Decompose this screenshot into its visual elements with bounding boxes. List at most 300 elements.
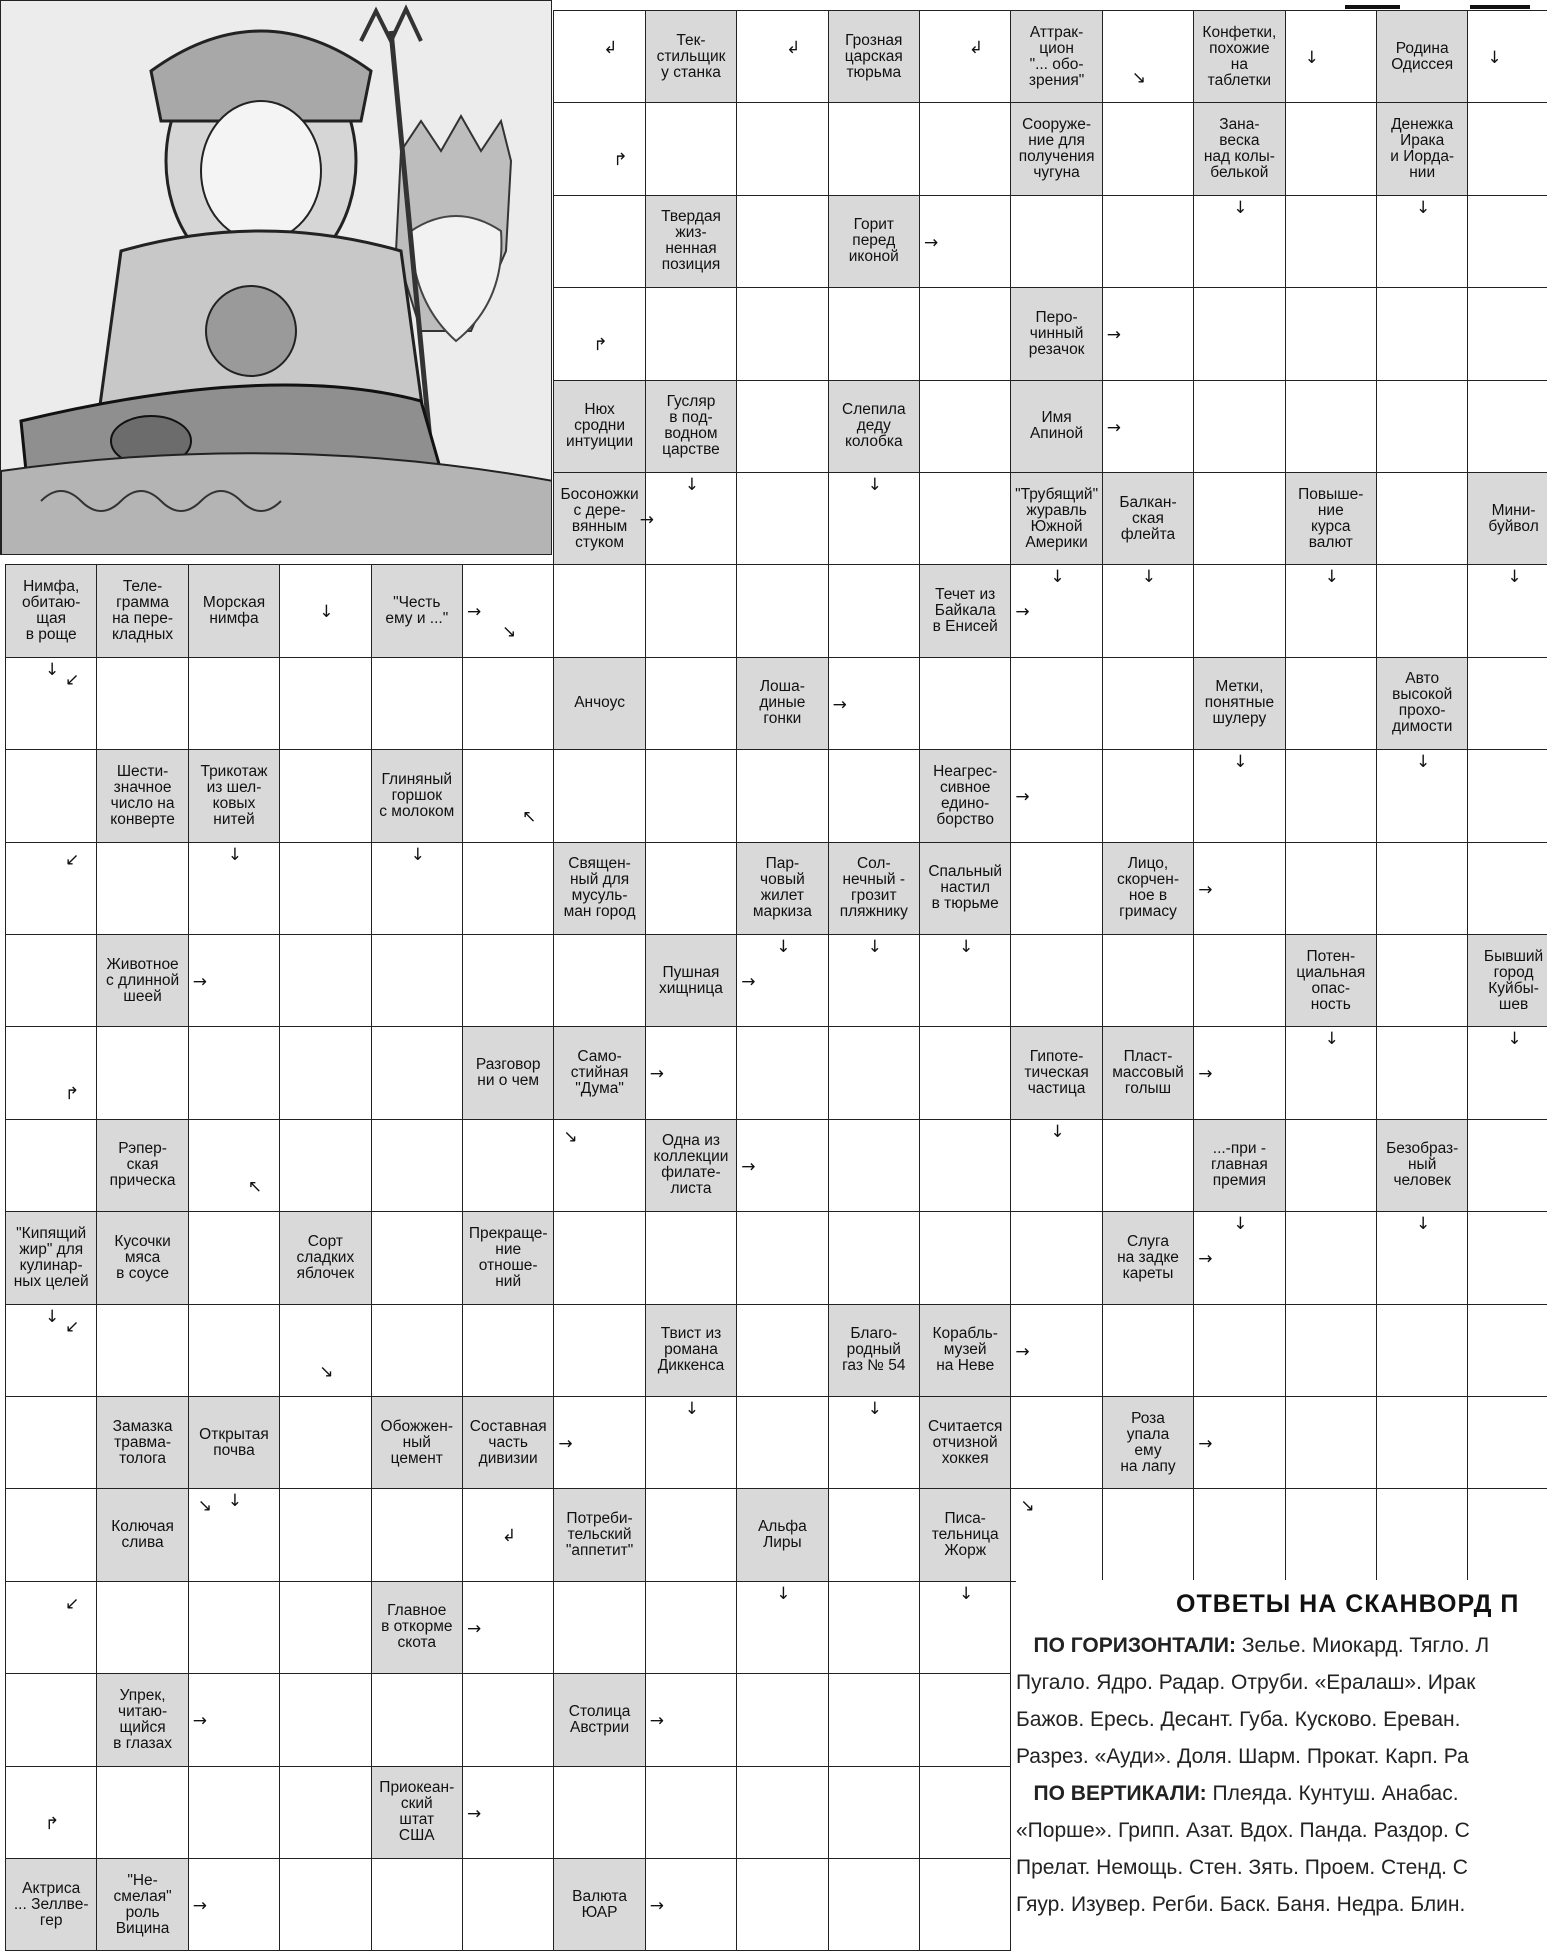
answer-cell[interactable] [919,102,1011,195]
clue-text: Мини- буйвол [1488,501,1539,535]
answer-cell[interactable] [371,1488,463,1581]
answer-cell[interactable] [279,1488,371,1581]
answer-cell[interactable] [188,1026,280,1119]
answer-cell[interactable] [1467,1304,1547,1397]
answer-cell[interactable] [1193,287,1285,380]
answer-cell[interactable] [462,1119,554,1212]
clue-cell [1376,10,1468,103]
answer-cell[interactable] [553,1766,645,1859]
answer-cell[interactable] [1193,472,1285,565]
clue-arrow-icon: ↓ [1416,752,1431,773]
clue-cell [553,657,645,750]
answer-cell[interactable] [371,1858,463,1951]
clue-text: Неагрес- сивное едино- борство [933,762,998,828]
answer-cell[interactable] [1102,1304,1194,1397]
answer-cell[interactable] [736,10,828,103]
answer-cell[interactable] [1376,380,1468,473]
clue-text: Главное в откорме скота [381,1602,453,1652]
answer-cell[interactable] [462,749,554,842]
answer-cell[interactable] [1467,1488,1547,1581]
answer-cell[interactable] [1376,1304,1468,1397]
clue-cell [371,564,463,657]
answer-cell[interactable] [1467,749,1547,842]
clue-text: Роза упала ему на лапу [1120,1409,1176,1475]
answer-cell[interactable] [828,1858,920,1951]
answer-cell[interactable] [1010,1396,1102,1489]
answer-cell[interactable] [1102,1119,1194,1212]
answer-cell[interactable] [5,1581,97,1674]
clue-arrow-icon: ↙ [65,669,80,690]
answer-cell[interactable] [919,10,1011,103]
clue-arrow-icon: → [1198,1434,1213,1454]
clue-arrow-icon: → [1015,602,1030,623]
clue-text: Приокеан- ский штат США [379,1779,455,1845]
answer-cell[interactable] [188,1304,280,1397]
clue-text: Разговор ни о чем [475,1056,541,1090]
answer-cell[interactable] [1467,657,1547,750]
clue-arrow-icon: ↓ [319,602,334,623]
clue-text: Течет из Байкала в Енисей [932,586,998,636]
horizontal-text-1: Зелье. Миокард. Тягло. Л [1241,1634,1490,1657]
answer-cell[interactable] [645,749,737,842]
answer-cell[interactable] [645,287,737,380]
answer-cell[interactable] [553,564,645,657]
clue-arrow-icon: ↓ [227,1491,243,1512]
answer-cell[interactable] [5,842,97,935]
answer-cell[interactable] [645,842,737,935]
clue-arrow-icon: ↘ [1020,1496,1035,1517]
clue-cell [1102,1211,1194,1304]
answer-cell[interactable] [371,1211,463,1304]
answer-cell[interactable] [1376,1026,1468,1119]
clue-cell [553,380,645,473]
answer-cell[interactable] [645,1211,737,1304]
clue-cell [5,564,97,657]
answer-cell[interactable] [553,287,645,380]
answer-cell[interactable] [5,1119,97,1212]
clue-cell [1010,287,1102,380]
answer-cell[interactable] [1285,287,1377,380]
answer-cell[interactable] [1102,657,1194,750]
clue-text: Денежка Ирака и Иорда- нии [1390,116,1455,182]
answer-cell[interactable] [1285,657,1377,750]
clue-text: Священ- ный для мусуль- ман город [563,855,636,921]
answer-cell[interactable] [736,195,828,288]
answer-cell[interactable] [1376,934,1468,1027]
answer-cell[interactable] [1467,1119,1547,1212]
answers-horizontal-line3: Бажов. Ересь. Десант. Губа. Кусково. Ереван. [1016,1708,1461,1731]
clue-cell [1193,657,1285,750]
clue-cell [96,749,188,842]
clue-cell [96,1119,188,1212]
answer-cell[interactable] [1467,287,1547,380]
answer-cell[interactable] [279,1673,371,1766]
answer-cell[interactable] [1376,1488,1468,1581]
answer-cell[interactable] [919,657,1011,750]
answer-cell[interactable] [188,1581,280,1674]
answer-cell[interactable] [1376,472,1468,565]
answer-cell[interactable] [736,1396,828,1489]
answer-cell[interactable] [279,1581,371,1674]
clue-text: Твист из романа Диккенса [657,1325,725,1375]
answer-cell[interactable] [828,1581,920,1674]
answer-cell[interactable] [645,1766,737,1859]
clue-arrow-icon: → [467,602,482,623]
answer-cell[interactable] [1010,934,1102,1027]
answer-cell[interactable] [828,1766,920,1859]
answer-cell[interactable] [279,934,371,1027]
answer-cell[interactable] [279,1396,371,1489]
page-corner-marks [1340,0,1547,12]
clue-arrow-icon: ↙ [65,849,80,870]
answer-cell[interactable] [188,1211,280,1304]
answer-cell[interactable] [1467,195,1547,288]
clue-text: Составная часть дивизии [469,1417,547,1467]
answer-cell[interactable] [645,657,737,750]
answer-cell[interactable] [828,1119,920,1212]
clue-arrow-icon: ↲ [969,38,984,58]
answer-cell[interactable] [371,1119,463,1212]
clue-cell [919,1488,1011,1581]
answer-cell[interactable] [462,1673,554,1766]
clue-arrow-icon: ↱ [45,1813,60,1834]
answer-cell[interactable] [96,1026,188,1119]
clue-text: Морская нимфа [202,594,266,628]
clue-text: "Честь ему и ..." [385,594,449,628]
answers-title: ОТВЕТЫ НА СКАНВОРД П [1176,1590,1520,1618]
answer-cell[interactable] [828,1211,920,1304]
answer-cell[interactable] [1285,10,1377,103]
clue-cell [919,1396,1011,1489]
answer-cell[interactable] [1102,102,1194,195]
answer-cell[interactable] [371,1026,463,1119]
clue-arrow-icon: ↲ [786,38,801,58]
clue-cell [462,1396,554,1489]
answer-cell[interactable] [1467,842,1547,935]
answer-cell[interactable] [1467,1396,1547,1489]
answer-cell[interactable] [553,1211,645,1304]
answer-cell[interactable] [828,564,920,657]
clue-cell [1010,102,1102,195]
answer-cell[interactable] [736,1026,828,1119]
answer-cell[interactable] [919,1026,1011,1119]
answer-cell[interactable] [1102,10,1194,103]
clue-arrow-icon: → [467,1618,482,1639]
clue-cell [1193,102,1285,195]
answer-cell[interactable] [279,1858,371,1951]
clue-text: Сооруже- ние для получения чугуна [1018,116,1095,182]
answer-cell[interactable] [1376,287,1468,380]
answer-cell[interactable] [736,380,828,473]
answer-cell[interactable] [919,287,1011,380]
clue-cell [645,1119,737,1212]
clue-text: "Трубящий" журавль Южной Америки [1015,485,1099,551]
answer-cell[interactable] [1285,1211,1377,1304]
clue-arrow-icon: ↓ [45,659,60,680]
clue-text: Аттрак- цион "... обо- зрения" [1028,23,1085,89]
clue-arrow-icon: → [741,1156,756,1177]
answer-cell[interactable] [1010,842,1102,935]
clue-text: Кусочки мяса в соусе [114,1232,171,1282]
answer-cell[interactable] [919,1673,1011,1766]
answer-cell[interactable] [1376,1396,1468,1489]
clue-text: Нюх сродни интуиции [566,401,634,451]
answer-cell[interactable] [1193,1488,1285,1581]
answer-cell[interactable] [279,749,371,842]
answer-cell[interactable] [371,934,463,1027]
clue-text: Прекраще- ние отноше- ний [468,1224,548,1290]
answer-cell[interactable] [736,472,828,565]
clue-text: Безобраз- ный человек [1386,1140,1459,1190]
answer-cell[interactable] [553,10,645,103]
answer-cell[interactable] [828,1026,920,1119]
answer-cell[interactable] [1285,842,1377,935]
answer-cell[interactable] [462,1304,554,1397]
answers-panel [1016,1580,1547,1923]
answer-cell[interactable] [1285,1119,1377,1212]
answer-cell[interactable] [736,564,828,657]
answer-cell[interactable] [5,934,97,1027]
gusli-player-image [1,1,552,555]
answer-cell[interactable] [736,1766,828,1859]
clue-cell [188,1396,280,1489]
answer-cell[interactable] [1285,102,1377,195]
clue-cell [736,1488,828,1581]
clue-text: "Кипящий жир" для кулинар- ных целей [13,1224,89,1290]
clue-text: Лоша- диные гонки [759,678,806,728]
clue-arrow-icon: → [741,972,756,992]
clue-text: Грозная царская тюрьма [844,31,903,81]
answer-cell[interactable] [279,1304,371,1397]
clue-arrow-icon: ↖ [247,1176,263,1197]
answer-cell[interactable] [1010,195,1102,288]
clue-cell [1376,657,1468,750]
clue-arrow-icon: ↓ [867,475,882,495]
answer-cell[interactable] [736,1858,828,1951]
clue-arrow-icon: ↓ [1507,1029,1522,1050]
answer-cell[interactable] [1285,380,1377,473]
clue-arrow-icon: ↓ [776,937,791,957]
clue-cell [1285,472,1377,565]
answer-cell[interactable] [1285,1304,1377,1397]
clue-arrow-icon: → [639,510,655,530]
clue-arrow-icon: ↓ [1507,567,1522,588]
clue-cell [553,842,645,935]
answer-cell[interactable] [736,1304,828,1397]
answer-cell[interactable] [1285,749,1377,842]
answer-cell[interactable] [828,287,920,380]
answer-cell[interactable] [553,934,645,1027]
answer-cell[interactable] [736,1211,828,1304]
answer-cell[interactable] [5,1673,97,1766]
answer-cell[interactable] [462,842,554,935]
answer-cell[interactable] [96,1766,188,1859]
answer-cell[interactable] [1467,102,1547,195]
answer-cell[interactable] [1193,380,1285,473]
answer-cell[interactable] [279,1119,371,1212]
clue-arrow-icon: ↓ [1487,48,1502,68]
answer-cell[interactable] [5,1488,97,1581]
answers-vertical-line3: Прелат. Немощь. Стен. Зять. Проем. Стенд. С [1016,1856,1468,1879]
answer-cell[interactable] [5,749,97,842]
clue-arrow-icon: ↓ [1416,1214,1431,1235]
answers-vertical-line2: «Порше». Грипп. Азат. Вдох. Панда. Раздор. С [1016,1819,1470,1842]
horizontal-label: ПО ГОРИЗОНТАЛИ: [1033,1634,1236,1657]
answer-cell[interactable] [279,1026,371,1119]
clue-cell [553,1488,645,1581]
clue-cell [645,10,737,103]
clue-cell [1193,1119,1285,1212]
clue-text: Повыше- ние курса валют [1298,485,1364,551]
clue-text: Имя Апиной [1029,409,1084,443]
clue-arrow-icon: → [558,1434,573,1454]
answer-cell[interactable] [96,842,188,935]
answer-cell[interactable] [1285,1396,1377,1489]
clue-arrow-icon: ↓ [1233,752,1248,773]
clue-cell [462,1026,554,1119]
answer-cell[interactable] [919,1766,1011,1859]
answer-cell[interactable] [919,1211,1011,1304]
answers-horizontal-line4: Разрез. «Ауди». Доля. Шарм. Прокат. Карп. Ра [1016,1745,1469,1768]
answer-cell[interactable] [553,195,645,288]
answer-cell[interactable] [1467,380,1547,473]
answer-cell[interactable] [371,1304,463,1397]
answer-cell[interactable] [1285,1488,1377,1581]
clue-arrow-icon: ↱ [613,150,628,171]
answer-cell[interactable] [736,287,828,380]
answer-cell[interactable] [1376,564,1468,657]
answer-cell[interactable] [1102,749,1194,842]
clue-cell [1010,1026,1102,1119]
answer-cell[interactable] [371,1673,463,1766]
clue-cell [96,934,188,1027]
answer-cell[interactable] [919,380,1011,473]
corner-lines [1340,1,1547,13]
clue-text: Спальный настил в тюрьме [928,863,1003,913]
answer-cell[interactable] [736,102,828,195]
sadko-illustration [0,0,552,555]
answer-cell[interactable] [462,1858,554,1951]
answer-cell[interactable] [828,749,920,842]
answer-cell[interactable] [96,657,188,750]
answer-cell[interactable] [919,472,1011,565]
answer-cell[interactable] [645,564,737,657]
clue-arrow-icon: ↙ [65,1593,80,1614]
clue-arrow-icon: ↙ [65,1316,80,1337]
clue-text: Считается отчизной хоккея [927,1417,1003,1467]
answer-cell[interactable] [5,1396,97,1489]
answer-cell[interactable] [645,102,737,195]
answer-cell[interactable] [1467,10,1547,103]
answer-cell[interactable] [5,1766,97,1859]
answer-cell[interactable] [188,657,280,750]
answer-cell[interactable] [1102,934,1194,1027]
answer-cell[interactable] [371,657,463,750]
answer-cell[interactable] [1102,1488,1194,1581]
answer-cell[interactable] [1193,934,1285,1027]
clue-arrow-icon: → [192,1896,208,1916]
clue-cell [919,564,1011,657]
clue-arrow-icon: ↖ [522,807,537,828]
answer-cell[interactable] [5,1026,97,1119]
clue-arrow-icon: ↓ [1324,567,1339,588]
answer-cell[interactable] [462,934,554,1027]
clue-text: Балкан- ская флейта [1119,493,1177,543]
clue-text: Актриса ... Зеллве- гер [13,1879,89,1929]
answer-cell[interactable] [96,1581,188,1674]
clue-text: Обожжен- ный цемент [380,1417,454,1467]
clue-cell [1102,842,1194,935]
answer-cell[interactable] [828,1673,920,1766]
clue-cell [96,1396,188,1489]
clue-text: Валюта ЮАР [572,1887,627,1921]
clue-cell [828,842,920,935]
clue-cell [188,749,280,842]
clue-text: Колючая слива [111,1518,174,1552]
clue-cell [553,1026,645,1119]
answer-cell[interactable] [828,1488,920,1581]
answer-cell[interactable] [736,1673,828,1766]
answer-cell[interactable] [1010,1211,1102,1304]
clue-text: Сорт сладких яблочек [296,1232,355,1282]
clue-arrow-icon: ↓ [1050,567,1065,588]
answer-cell[interactable] [462,657,554,750]
answer-cell[interactable] [279,1766,371,1859]
answer-cell[interactable] [1467,1211,1547,1304]
clue-arrow-icon: ↓ [45,1306,60,1327]
answer-cell[interactable] [1376,842,1468,935]
answer-cell[interactable] [1102,195,1194,288]
clue-arrow-icon: → [1198,879,1213,900]
clue-text: Замазка травма- толога [112,1417,173,1467]
answer-cell[interactable] [1010,657,1102,750]
answer-cell[interactable] [553,1304,645,1397]
answer-cell[interactable] [553,749,645,842]
clue-text: Перо- чинный резачок [1028,308,1085,358]
answer-cell[interactable] [1193,1304,1285,1397]
answer-cell[interactable] [96,1304,188,1397]
clue-cell [736,842,828,935]
answer-cell[interactable] [188,1766,280,1859]
clue-text: Потен- циальная опас- ность [1296,947,1366,1013]
clue-arrow-icon: ↓ [1304,48,1319,68]
answer-cell[interactable] [553,102,645,195]
clue-cell [828,10,920,103]
clue-text: Горит перед иконой [848,216,899,266]
answer-cell[interactable] [1193,564,1285,657]
clue-arrow-icon: ↓ [959,937,974,957]
answer-cell[interactable] [1285,195,1377,288]
answer-cell[interactable] [188,1119,280,1212]
clue-text: Сол- нечный - грозит пляжнику [839,855,908,921]
clue-arrow-icon: → [192,1711,208,1732]
clue-arrow-icon: ↓ [410,844,425,865]
answer-cell[interactable] [919,1119,1011,1212]
answer-cell[interactable] [279,657,371,750]
clue-cell [645,195,737,288]
clue-cell [371,1581,463,1674]
answer-cell[interactable] [645,1581,737,1674]
answer-cell[interactable] [736,749,828,842]
answer-cell[interactable] [553,1581,645,1674]
answer-cell[interactable] [279,842,371,935]
answer-cell[interactable] [645,1488,737,1581]
clue-arrow-icon: → [832,694,847,715]
answer-cell[interactable] [919,1858,1011,1951]
clue-text: Родина Одиссея [1391,39,1454,73]
answer-cell[interactable] [828,102,920,195]
clue-arrow-icon: ↓ [1324,1029,1339,1050]
